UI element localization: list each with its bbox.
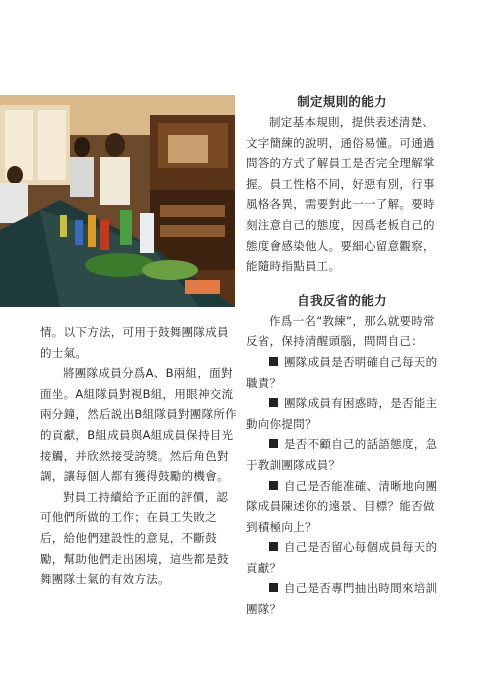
section-intro: 作爲一名“教練”，那么就要時常反省，保持清醒頭腦，問問自己： [246, 313, 435, 349]
left-paragraph: 情。以下方法，可用于鼓舞團隊成員的士氣。 [40, 325, 229, 360]
left-paragraph: 對員工持續給予正面的評價，認可他們所做的工作；在員工失敗之后，給他們建設性的意見，不斷鼓勵，幫助他們走出困境，這些都是鼓舞團隊士氣的有效方法。 [40, 489, 229, 587]
bullet-text: 團隊成員有困惑時，是否能主動向你提問？ [246, 396, 438, 431]
bullet-item [246, 434, 438, 475]
section-body: 制定基本規則，提供表述清楚、文字簡練的說明，通俗易懂。可通過問答的方式了解員工是否完全理解掌握。員工性格不同，好惡有別，行事風格各異，需要對此一一了解。要時刻注意自己的態度，因爲老板自己的態度會感染他人。要細心留意觀察，能隨時指點員工。 [246, 115, 435, 274]
section-heading: 自我反省的能力 [297, 292, 387, 308]
bullet-text: 自己是否能准確、清晰地向團隊成員陳述你的遠景、目標？能否做到積極向上？ [246, 478, 438, 534]
bullet-item [246, 537, 438, 578]
bullet-item [246, 352, 438, 393]
bullet-text: 團隊成員是否明確自己每天的職責？ [246, 354, 438, 390]
square-bullet-icon [269, 439, 278, 448]
bullet-text: 是否不顧自己的話語態度，急于教訓團隊成員？ [246, 437, 438, 472]
meeting-room-photo [0, 95, 235, 307]
bullet-text: 自己是否留心每個成員每天的貢獻？ [246, 540, 438, 575]
square-bullet-icon [269, 398, 278, 407]
bullet-item [246, 476, 438, 538]
square-bullet-icon [269, 583, 278, 592]
bullet-item [246, 578, 438, 619]
right-column [246, 92, 438, 620]
left-column [40, 322, 238, 590]
square-bullet-icon [269, 542, 278, 551]
square-bullet-icon [269, 357, 278, 366]
left-paragraph: 將團隊成員分爲A、B兩組，面對面坐。A組隊員對視B組，用眼神交流兩分鐘，然后説出B組隊員對團隊所作的貢獻，B組成員與A組成員保持目光接觸，并欣然接受誇獎。然后角色對調，讓每個人都有獲得鼓勵的機會。 [40, 366, 237, 484]
section-heading: 制定規則的能力 [297, 94, 387, 109]
square-bullet-icon [269, 481, 278, 490]
bullet-item [246, 393, 438, 434]
bullet-text: 自己是否專門抽出時間來培訓團隊？ [246, 581, 438, 617]
